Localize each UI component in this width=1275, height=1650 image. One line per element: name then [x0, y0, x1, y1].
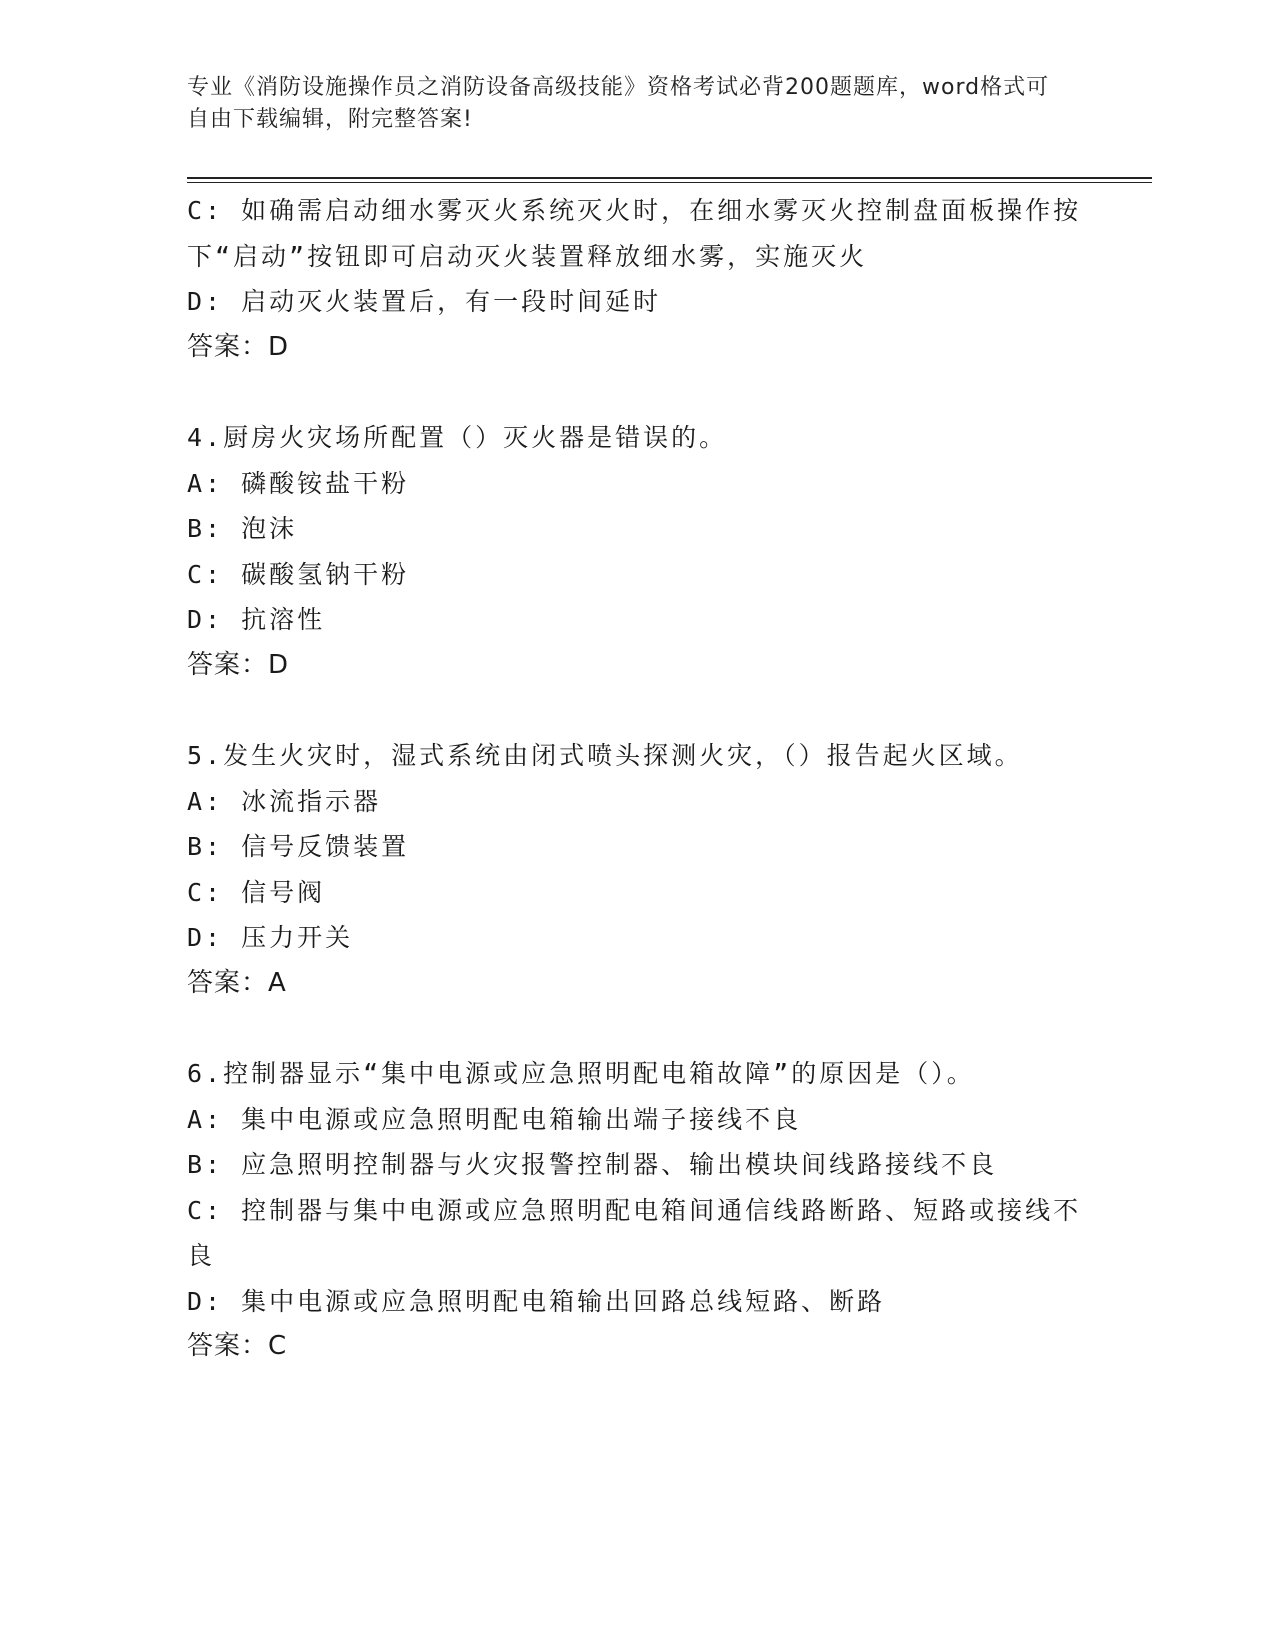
document-header: 专业《消防设施操作员之消防设备高级技能》资格考试必背200题题库，word格式可自由下载编辑，附完整答案!: [187, 75, 1050, 132]
answer: 答案：D: [187, 331, 290, 362]
answer: 答案：A: [187, 967, 287, 998]
header-divider: [187, 177, 1152, 179]
question-4: [187, 415, 1087, 688]
page-content: [187, 188, 1087, 1370]
option-b: B: 信号反馈装置: [187, 832, 410, 861]
question-stem: 4.厨房火灾场所配置（）灭火器是错误的。: [187, 423, 728, 452]
option-a: A: 磷酸铵盐干粉: [187, 468, 410, 498]
answer: 答案：D: [187, 649, 290, 680]
option-c: C: 碳酸氢钠干粉: [187, 559, 410, 589]
question-5: [187, 733, 1087, 1006]
option-d: D: 抗溶性: [187, 605, 326, 634]
header-divider-thin: [187, 182, 1152, 183]
answer: 答案：C: [187, 1331, 288, 1361]
option-d: D: 压力开关: [187, 923, 354, 952]
question-stem: 5.发生火灾时，湿式系统由闭式喷头探测火灾，（）报告起火区域。: [187, 741, 1023, 770]
question-stem: 6.控制器显示“集中电源或应急照明配电箱故障”的原因是（）。: [187, 1059, 975, 1088]
option-a: A: 集中电源或应急照明配电箱输出端子接线不良: [187, 1104, 802, 1134]
option-b: B: 应急照明控制器与火灾报警控制器、输出模块间线路接线不良: [187, 1150, 998, 1179]
option-c: C: 信号阀: [187, 877, 326, 907]
option-c: C: 如确需启动细水雾灭火系统灭火时，在细水雾灭火控制盘面板操作按下“启动”按钮即可启动灭火装置释放细水雾，实施灭火: [187, 196, 1082, 271]
option-b: B: 泡沫: [187, 514, 298, 543]
question-6: [187, 1051, 1087, 1370]
option-c: C: 控制器与集中电源或应急照明配电箱间通信线路断路、短路或接线不良: [187, 1195, 1082, 1270]
option-a: A: 冰流指示器: [187, 786, 382, 816]
option-d: D: 集中电源或应急照明配电箱输出回路总线短路、断路: [187, 1286, 886, 1316]
option-d: D: 启动灭火装置后，有一段时间延时: [187, 287, 662, 316]
continued-question: [187, 188, 1087, 370]
